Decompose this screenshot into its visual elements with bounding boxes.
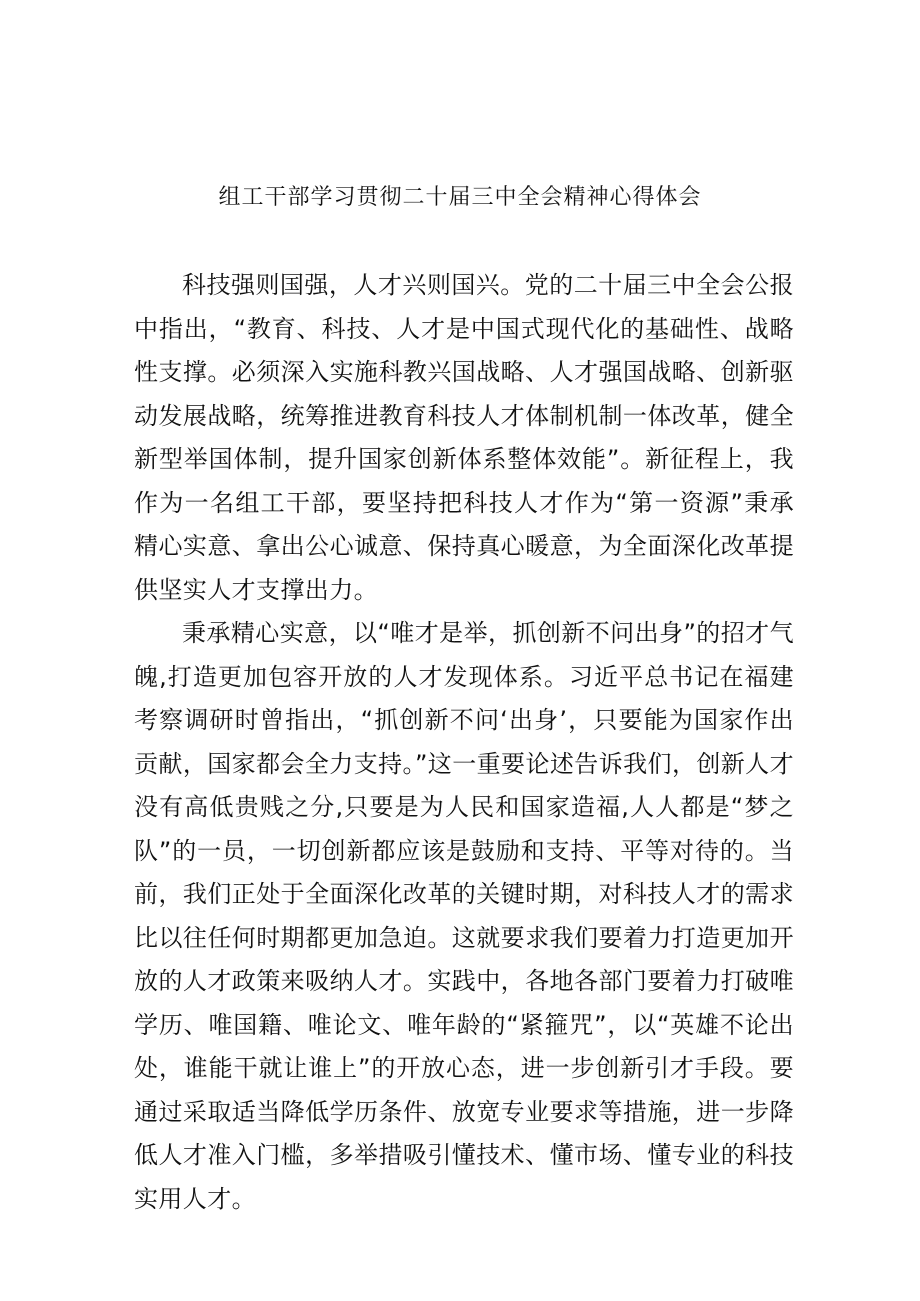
paragraph-1: 科技强则国强，人才兴则国兴。党的二十届三中全会公报中指出，“教育、科技、人才是中国式现代化的基础性、战略性支撑。必须深入实施科教兴国战略、人才强国战略、创新驱动发展战略，统筹推进教育科技人才体制机制一体改革，健全新型举国体制，提升国家创新体系整体效能”。新征程上，我作为一名组工干部，要坚持把科技人才作为“第一资源”秉承精心实意、拿出公心诚意、保持真心暖意，为全面深化改革提供坚实人才支撑出力。 (134, 271, 794, 604)
document-title: 组工干部学习贯彻二十届三中全会精神心得体会 (218, 185, 702, 210)
document-body (134, 264, 794, 1221)
paragraph-2: 秉承精心实意，以“唯才是举，抓创新不问出身”的招才气魄,打造更加包容开放的人才发现体系。习近平总书记在福建考察调研时曾指出，“抓创新不问‘出身’，只要能为国家作出贡献，国家都会全力支持。”这一重要论述告诉我们，创新人才没有高低贵贱之分,只要是为人民和国家造福,人人都是“梦之队”的一员，一切创新都应该是鼓励和支持、平等对待的。当前，我们正处于全面深化改革的关键时期，对科技人才的需求比以往任何时期都更加急迫。这就要求我们要着力打造更加开放的人才政策来吸纳人才。实践中，各地各部门要着力打破唯学历、唯国籍、唯论文、唯年龄的“紧箍咒”，以“英雄不论出处，谁能干就让谁上”的开放心态，进一步创新引才手段。要通过采取适当降低学历条件、放宽专业要求等措施，进一步降低人才准入门槛，多举措吸引懂技术、懂市场、懂专业的科技实用人才。 (134, 619, 794, 1213)
